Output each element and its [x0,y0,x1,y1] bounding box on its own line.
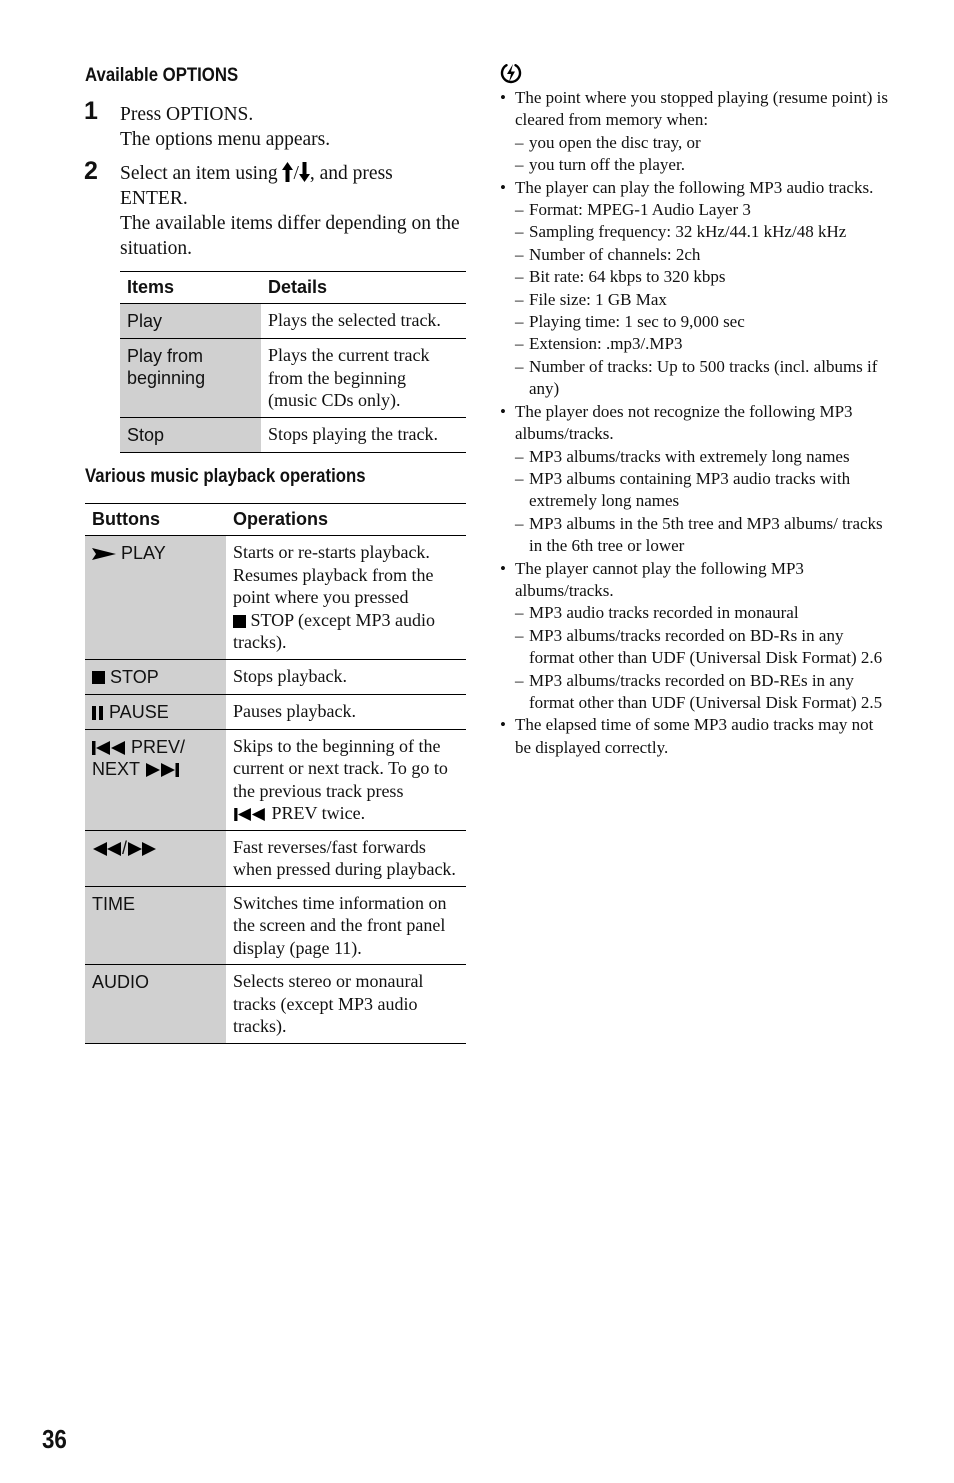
down-arrow-icon [299,162,310,182]
column-header-operations: Operations [226,504,466,536]
tip-item: • The elapsed time of some MP3 audio tracks may not be displayed correctly. [500,714,892,759]
table-header-row [85,504,466,536]
next-icon [145,763,179,777]
step-1-text [120,102,465,152]
detail-cell: Plays the selected track. [261,304,466,339]
tip-sub-item: – Sampling frequency: 32 kHz/44.1 kHz/48 kHz [500,221,892,243]
tip-sub-item: – File size: 1 GB Max [500,289,892,311]
button-label: PAUSE [109,701,169,722]
section-heading-playback-operations: Various music playback operations [85,465,366,487]
step-2-note: The available items differ depending on the situation. [120,213,460,259]
button-cell-stop [85,659,226,694]
table-row [85,729,466,830]
operation-cell [226,536,466,660]
tip-item: • The player can play the following MP3 audio tracks. [500,177,892,199]
table-row [120,339,466,418]
operation-cell [226,729,466,830]
operation-cell: Stops playback. [226,659,466,694]
tip-sub-item: – MP3 albums/tracks with extremely long names [500,446,892,468]
page-number: 36 [42,1424,67,1454]
column-header-items: Items [120,272,261,304]
button-cell-pause [85,694,226,729]
tip-sub-item: – MP3 albums in the 5th tree and MP3 albums/ tracks in the 6th tree or lower [500,513,892,558]
tip-sub-item: – Bit rate: 64 kbps to 320 kbps [500,266,892,288]
tip-sub-item: – MP3 albums/tracks recorded on BD-Rs in any format other than UDF (Universal Disk Format) 2.6 [500,625,892,670]
table-header-row [120,272,466,304]
item-cell: Play [120,304,261,339]
button-cell-prev-next [85,729,226,830]
table-row [85,659,466,694]
button-label: PLAY [121,543,166,563]
table-row [85,536,466,660]
detail-cell: Plays the current track from the beginning (music CDs only). [261,339,466,418]
tip-item: • The player cannot play the following MP3 albums/tracks. [500,558,892,603]
fast-forward-icon [127,842,157,856]
options-table [120,271,466,453]
tip-sub-item: – Number of channels: 2ch [500,244,892,266]
tip-sub-item: – Number of tracks: Up to 500 tracks (incl. albums if any) [500,356,892,401]
button-separator: / [122,837,128,858]
operation-text: Skips to the beginning of the current or next track. To go to the previous track press [233,735,448,801]
button-label-prev: PREV/ [131,736,186,757]
table-row [120,417,466,452]
step-2-after: , and press ENTER. [120,163,393,209]
operation-cell: Fast reverses/fast forwards when pressed during playback. [226,830,466,886]
detail-cell: Stops playing the track. [261,417,466,452]
table-row [85,694,466,729]
column-header-details: Details [261,272,466,304]
tip-icon [500,62,522,84]
tip-item: • The point where you stopped playing (resume point) is cleared from memory when: [500,87,892,132]
operation-cell: Selects stereo or monaural tracks (except MP3 audio tracks). [226,965,466,1044]
stop-icon [233,615,246,628]
operation-cell: Switches time information on the screen and the front panel display (page 11). [226,886,466,965]
button-cell-rewind-forward [85,830,226,886]
tip-sub-item: – you turn off the player. [500,154,892,176]
operation-text: Starts or re-starts playback. Resumes playback from the point where you pressed [233,542,434,607]
button-cell-play [85,536,226,660]
item-cell: Play from beginning [120,339,261,418]
operation-cell: Pauses playback. [226,694,466,729]
operation-text-after-icon: STOP (except MP3 audio tracks). [233,609,435,652]
step-2-text [120,161,465,261]
tip-sub-item: – MP3 albums containing MP3 audio tracks with extremely long names [500,468,892,513]
tip-sub-item: – Extension: .mp3/.MP3 [500,333,892,355]
step-number-1: 1 [84,97,98,125]
tip-sub-item: – Playing time: 1 sec to 9,000 sec [500,311,892,333]
step-number-2: 2 [84,157,98,185]
pause-icon [92,706,104,720]
prev-icon [92,741,126,755]
tip-sub-item: – MP3 audio tracks recorded in monaural [500,602,892,624]
play-icon [92,547,116,561]
item-cell: Stop [120,417,261,452]
prev-icon [233,808,267,821]
step-1-line-2: The options menu appears. [120,129,331,150]
tip-item: • The player does not recognize the following MP3 albums/tracks. [500,401,892,446]
stop-icon [92,671,105,684]
table-row [85,965,466,1044]
playback-operations-table [85,503,466,1044]
section-heading-available-options: Available OPTIONS [85,64,239,86]
table-row [85,886,466,965]
tip-sub-item: – Format: MPEG-1 Audio Layer 3 [500,199,892,221]
tip-sub-item: – MP3 albums/tracks recorded on BD-REs in any format other than UDF (Universal Disk Format) 2.5 [500,670,892,715]
step-2-instruction: Select an item using / , and press ENTER. [120,163,393,209]
tip-sub-item: – you open the disc tray, or [500,132,892,154]
button-cell-time: TIME [85,886,226,965]
table-row [85,830,466,886]
rewind-icon [92,842,122,856]
button-label: STOP [110,666,159,687]
operation-text-after-icon: PREV twice. [267,803,366,823]
step-2-before: Select an item using [120,163,283,184]
column-header-buttons: Buttons [85,504,226,536]
up-arrow-icon [282,162,293,182]
table-row [120,304,466,339]
button-label-next: NEXT [92,758,140,779]
step-1-line-1: Press OPTIONS. [120,104,254,125]
tips-list [500,87,892,759]
button-cell-audio: AUDIO [85,965,226,1044]
